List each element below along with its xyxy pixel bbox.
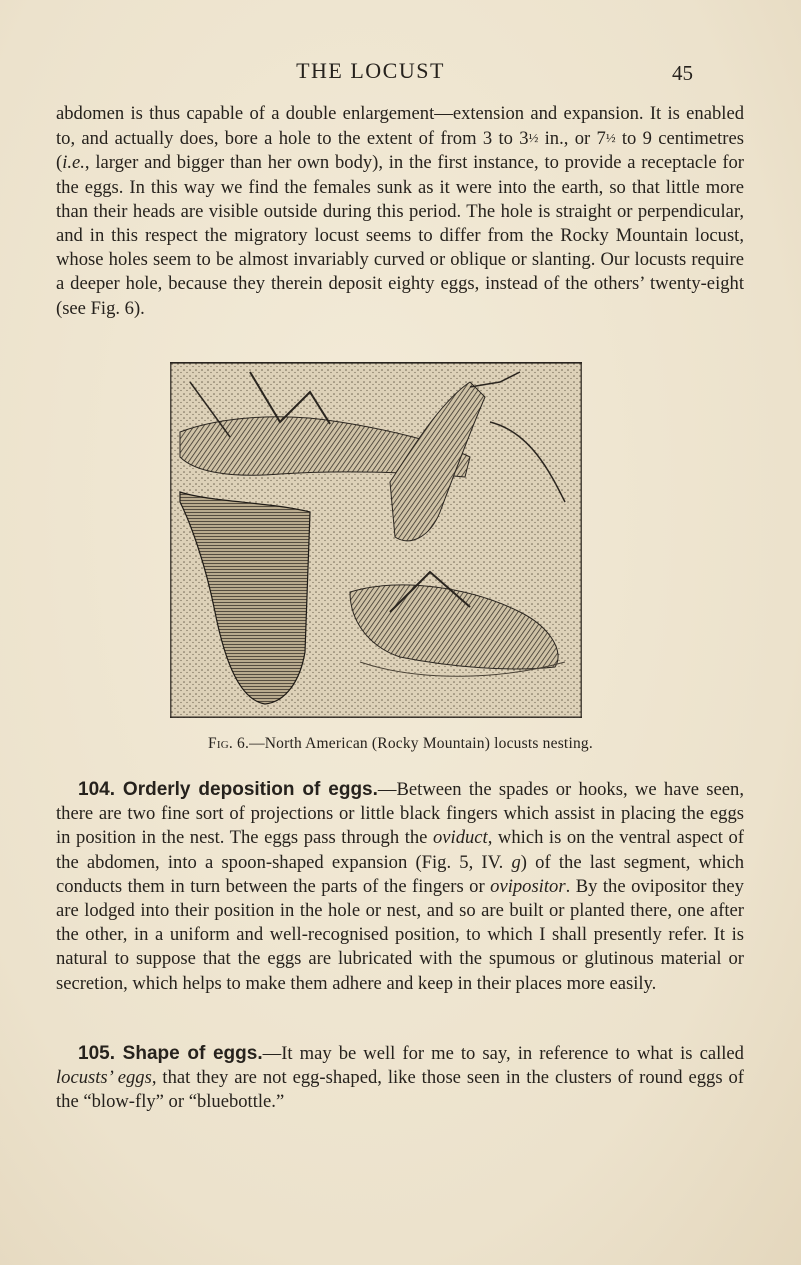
figure-caption-text: —North American (Rocky Mountain) locusts nesting. bbox=[249, 735, 593, 752]
running-title: THE LOCUST bbox=[296, 58, 445, 83]
section104-text-b: , which is on the ventral aspect of the abdomen, into a spoon-shaped expansion (Fig. 5, IV. bbox=[56, 827, 744, 873]
section105-text-a: —It may be well for me to say, in reference to what is called bbox=[262, 1043, 744, 1064]
page-header bbox=[0, 58, 801, 88]
ie-abbrev: i.e. bbox=[62, 152, 85, 174]
figure-caption bbox=[0, 735, 801, 753]
section105-text-b: , that they are not egg-shaped, like those seen in the clusters of round eggs of the “blow-fly” or “bluebottle.” bbox=[56, 1067, 744, 1113]
locust-engraving bbox=[170, 362, 582, 718]
section104-text-c: ) of the last segment, which conducts them in turn between the parts of the fingers or bbox=[56, 851, 745, 897]
paragraph1-text-d: , larger and bigger than her own body), in the first instance, to provide a receptacle for the eggs. In this way we find the females sunk as it were into the earth, so that little more than their heads are visible outside during this period. The hole is straight or perpendicular, and in this respect the migratory locust seems to differ from the Rocky Mountain locust, whose holes seem to be almost invariably curved or oblique or slanting. Our locusts require a deeper hole, because they therein deposit eighty eggs, instead of the others’ twenty-eight (see Fig. 6). bbox=[56, 152, 744, 319]
section-104-heading: 104. Orderly deposition of eggs. bbox=[78, 779, 378, 800]
paragraph1-text-a: abdomen is thus capable of a double enlargement—extension and expansion. It is enabled to, and actually does, bore a hole to the extent of from 3 to 3 bbox=[56, 103, 744, 150]
section-105-heading: 105. Shape of eggs. bbox=[78, 1043, 263, 1064]
paragraph-abdomen bbox=[56, 102, 744, 321]
section-104 bbox=[56, 778, 744, 996]
page-number: 45 bbox=[672, 61, 693, 85]
fig-ref-g: g bbox=[511, 851, 521, 873]
fraction-half-2: ½ bbox=[605, 130, 616, 146]
ovipositor-term: ovipositor bbox=[490, 875, 566, 897]
paragraph1-text-c: to 9 centimetres ( bbox=[56, 128, 744, 174]
fraction-half-1: ½ bbox=[528, 130, 539, 146]
section104-text-a: —Between the spades or hooks, we have seen, there are two fine sort of projections or little black fingers which assist in placing the eggs in position in the nest. The eggs pass through the bbox=[56, 779, 744, 849]
figure-label: Fig. 6. bbox=[208, 735, 250, 752]
locusts-eggs-term: locusts’ eggs bbox=[56, 1067, 152, 1089]
paragraph1-text-b: in., or 7 bbox=[538, 128, 606, 150]
section-105 bbox=[56, 1042, 744, 1115]
section104-text-d: . By the ovipositor they are lodged into their position in the hole or nest, and so are built or planted there, one after the other, in a uniform and well-recognised position, to which I shall presently refer. It is natural to suppose that the eggs are lubricated with the spumous or glutinous material or secretion, which helps to make them adhere and keep in their places more easily. bbox=[56, 875, 744, 994]
oviduct-term: oviduct bbox=[432, 827, 488, 849]
figure-locusts-nesting bbox=[170, 362, 582, 718]
